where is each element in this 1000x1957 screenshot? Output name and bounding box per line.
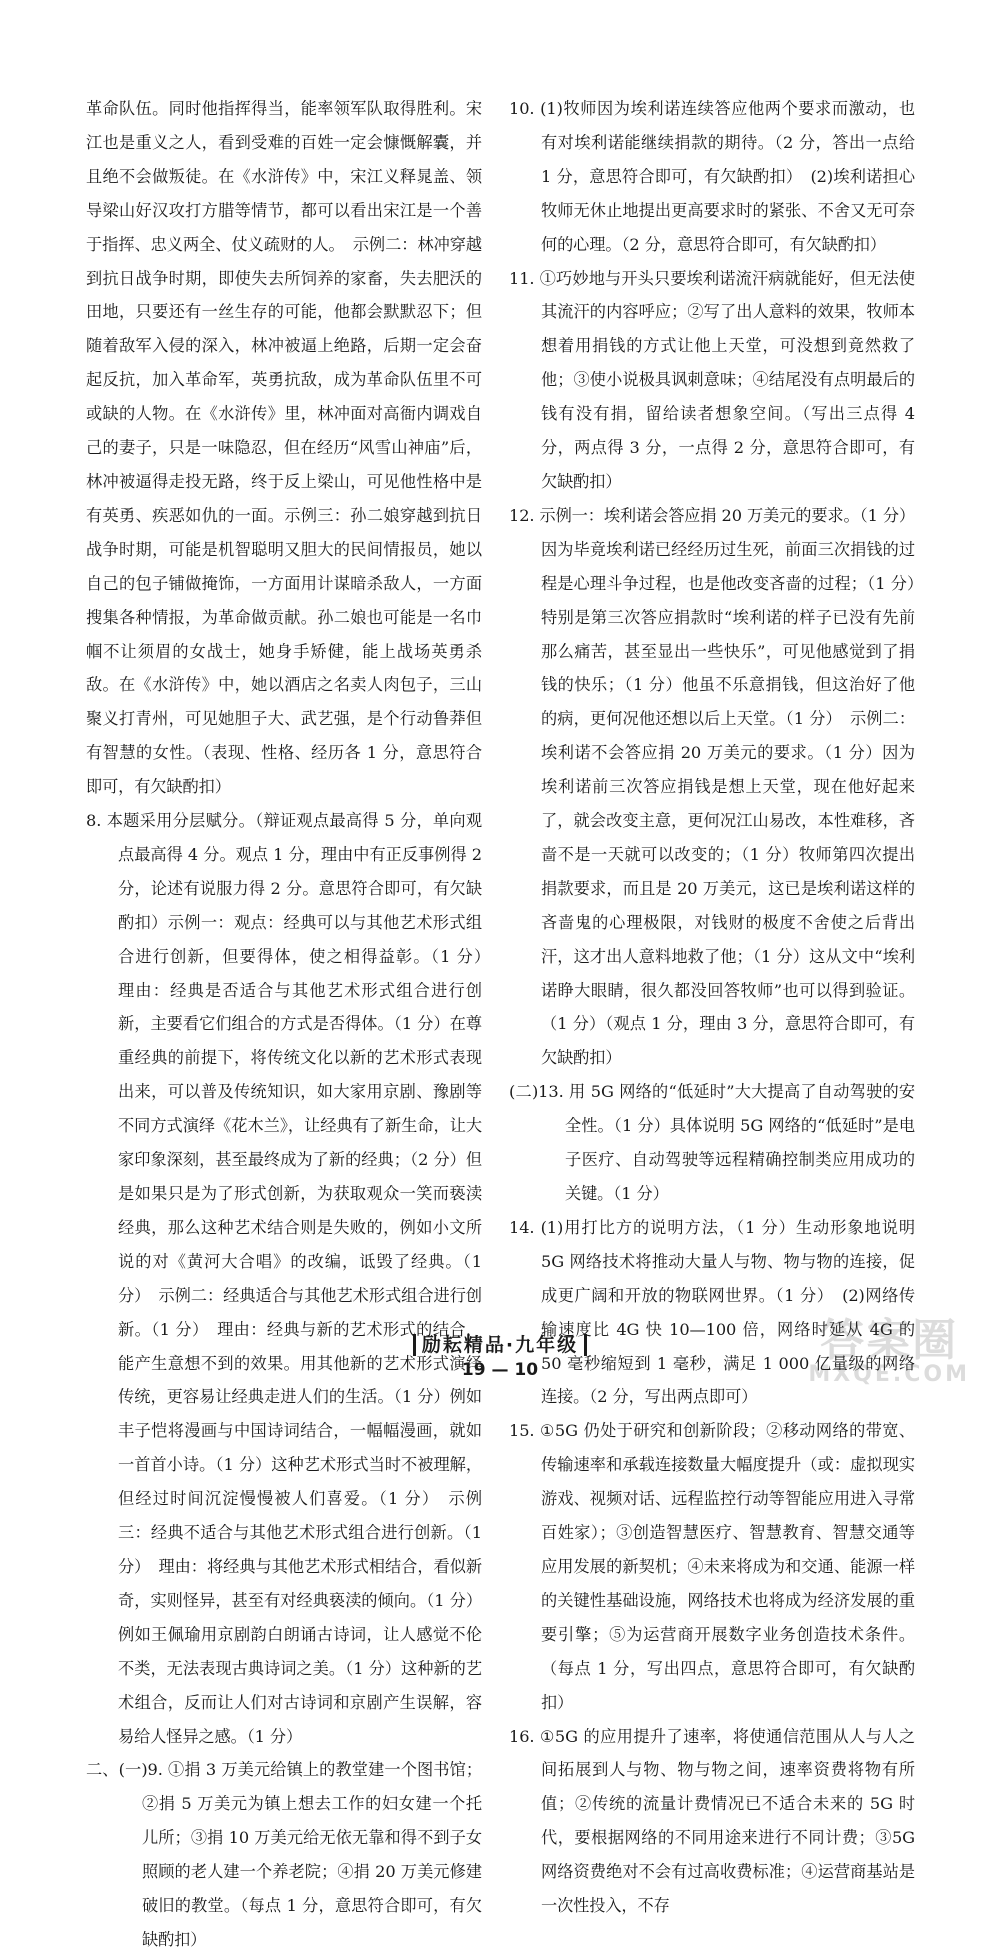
answer-9: 二、(一)9. ①捐 3 万美元给镇上的教堂建一个图书馆；②捐 5 万美元为镇上想去工作的妇女建一个托儿所；③捐 10 万美元给无依无靠和得不到子女照顾的老人建一个养老院；④捐 20 万美元修建破旧的教堂。（每点 1 分，意思符合即可，有欠缺酌扣） bbox=[86, 1760, 482, 1949]
left-column bbox=[86, 92, 499, 1957]
watermark-line2: MXQE.COM bbox=[808, 1362, 970, 1387]
footer-brand: 励耘精品·九年级 bbox=[413, 1334, 587, 1356]
right-column bbox=[509, 92, 915, 1923]
answer-12: 12. 示例一：埃利诺会答应捐 20 万美元的要求。（1 分）因为毕竟埃利诺已经经历过生死，前面三次捐钱的过程是心理斗争过程，也是他改变吝啬的过程；（1 分）特别是第三次答应捐款时“埃利诺的样子已没有先前那么痛苦，甚至显出一些快乐”，可见他感觉到了捐钱的快乐；（1 分）他虽不乐意捐钱，但这治好了他的病，更何况他还想以后上天堂。（1 分） 示例二：埃利诺不会答应捐 20 万美元的要求。（1 分）因为埃利诺前三次答应捐钱是想上天堂，现在他好起来了，就会改变主意，更何况江山易改，本性难移，吝啬不是一天就可以改变的；（1 分）牧师第四次提出捐款要求，而且是 20 万美元，这已是埃利诺这样的吝啬鬼的心理极限，对钱财的极度不舍使之后背出汗，这才出人意料地救了他；（1 分）这从文中“埃利诺睁大眼睛，很久都没回答牧师”也可以得到验证。（1 分）（观点 1 分，理由 3 分，意思符合即可，有欠缺酌扣） bbox=[509, 505, 915, 1068]
answer-14: 14. (1)用打比方的说明方法，（1 分）生动形象地说明 5G 网络技术将推动大量人与物、物与物的连接，促成更广阔和开放的物联网世界。（1 分） (2)网络传输速度比 4G 快 10—100 倍，网络时延从 4G 的 50 毫秒缩短到 1 毫秒，满足 1 000 亿量级的网络连接。（2 分，写出两点即可） bbox=[509, 1217, 915, 1407]
page-number: 19 — 10 bbox=[461, 1360, 539, 1380]
answer-13: (二)13. 用 5G 网络的“低延时”大大提高了自动驾驶的安全性。（1 分）具体说明 5G 网络的“低延时”是电子医疗、自动驾驶等远程精确控制类应用成功的关键。（1 分） bbox=[509, 1082, 915, 1203]
answer-11: 11. ①巧妙地与开头只要埃利诺流汗病就能好，但无法使其流汗的内容呼应；②写了出人意料的效果，牧师本想着用捐钱的方式让他上天堂，可没想到竟然救了他；③使小说极具讽刺意味；④结尾没有点明最后的钱有没有捐，留给读者想象空间。（写出三点得 4 分，两点得 3 分，一点得 2 分，意思符合即可，有欠缺酌扣） bbox=[509, 268, 915, 491]
answer-10: 10. (1)牧师因为埃利诺连续答应他两个要求而激动，也有对埃利诺能继续捐款的期待。（2 分，答出一点给 1 分，意思符合即可，有欠缺酌扣） (2)埃利诺担心牧师无休止地提出更高要求时的紧张、不舍又无可奈何的心理。（2 分，意思符合即可，有欠缺酌扣） bbox=[509, 99, 915, 254]
answer-8: 8. 本题采用分层赋分。（辩证观点最高得 5 分，单向观点最高得 4 分。观点 1 分，理由中有正反事例得 2 分，论述有说服力得 2 分。意思符合即可，有欠缺酌扣）示例一：观点：经典可以与其他艺术形式组合进行创新，但要得体，使之相得益彰。（1 分） 理由：经典是否适合与其他艺术形式组合进行创新，主要看它们组合的方式是否得体。（1 分）在尊重经典的前提下，将传统文化以新的艺术形式表现出来，可以普及传统知识，如大家用京剧、豫剧等不同方式演绎《花木兰》，让经典有了新生命，让大家印象深刻，甚至最终成为了新的经典；（2 分）但是如果只是为了形式创新，为获取观众一笑而亵渎经典，那么这种艺术结合则是失败的，例如小文所说的对《黄河大合唱》的改编，诋毁了经典。（1 分） 示例二：经典适合与其他艺术形式组合进行创新。（1 分） 理由：经典与新的艺术形式的结合，能产生意想不到的效果。用其他新的艺术形式演绎传统，更容易让经典走进人们的生活。（1 分）例如丰子恺将漫画与中国诗词结合，一幅幅漫画，就如一首首小诗。（1 分）这种艺术形式当时不被理解，但经过时间沉淀慢慢被人们喜爱。（1 分） 示例三：经典不适合与其他艺术形式组合进行创新。（1 分） 理由：将经典与其他艺术形式相结合，看似新奇，实则怪异，甚至有对经典亵渎的倾向。（1 分）例如王佩瑜用京剧韵白朗诵古诗词，让人感觉不伦不类，无法表现古典诗词之美。（1 分）这种新的艺术组合，反而让人们对古诗词和京剧产生误解，容易给人怪异之感。（1 分） bbox=[86, 811, 499, 1746]
answer-7-continuation: 革命队伍。同时他指挥得当，能率领军队取得胜利。宋江也是重义之人，看到受难的百姓一定会慷慨解囊，并且绝不会做叛徒。在《水浒传》中，宋江义释晁盖、领导梁山好汉攻打方腊等情节，都可以看出宋江是一个善于指挥、忠义两全、仗义疏财的人。 示例二：林冲穿越到抗日战争时期，即使失去所饲养的家畜，失去肥沃的田地，只要还有一丝生存的可能，他都会默默忍下；但随着敌军入侵的深入，林冲被逼上绝路，后期一定会奋起反抗，加入革命军，英勇抗敌，成为革命队伍里不可或缺的人物。在《水浒传》里，林冲面对高衙内调戏自己的妻子，只是一味隐忍，但在经历“风雪山神庙”后，林冲被逼得走投无路，终于反上梁山，可见他性格中是有英勇、疾恶如仇的一面。示例三：孙二娘穿越到抗日战争时期，可能是机智聪明又胆大的民间情报员，她以自己的包子铺做掩饰，一方面用计谋暗杀敌人，一方面搜集各种情报，为革命做贡献。孙二娘也可能是一名巾帼不让须眉的女战士，她身手矫健，能上战场英勇杀敌。在《水浒传》中，她以酒店之名卖人肉包子，三山聚义打青州，可见她胆子大、武艺强，是个行动鲁莽但有智慧的女性。（表现、性格、经历各 1 分，意思符合即可，有欠缺酌扣） bbox=[86, 99, 482, 797]
answer-15: 15. ①5G 仍处于研究和创新阶段；②移动网络的带宽、传输速率和承载连接数量大幅度提升（或：虚拟现实游戏、视频对话、远程监控行动等智能应用进入寻常百姓家）；③创造智慧医疗、智慧教育、智慧交通等应用发展的新契机；④未来将成为和交通、能源一样的关键性基础设施，网络技术也将成为经济发展的重要引擎；⑤为运营商开展数字业务创造技术条件。（每点 1 分，写出四点，意思符合即可，有欠缺酌扣） bbox=[509, 1421, 915, 1712]
answer-16: 16. ①5G 的应用提升了速率，将使通信范围从人与人之间拓展到人与物、物与物之间，速率资费将物有所值；②传统的流量计费情况已不适合未来的 5G 时代，要根据网络的不同用途来进行不同计费；③5G 网络资费绝对不会有过高收费标准；④运营商基站是一次性投入，不存 bbox=[509, 1726, 915, 1916]
watermark-line1: 答案圈 bbox=[820, 1315, 959, 1366]
